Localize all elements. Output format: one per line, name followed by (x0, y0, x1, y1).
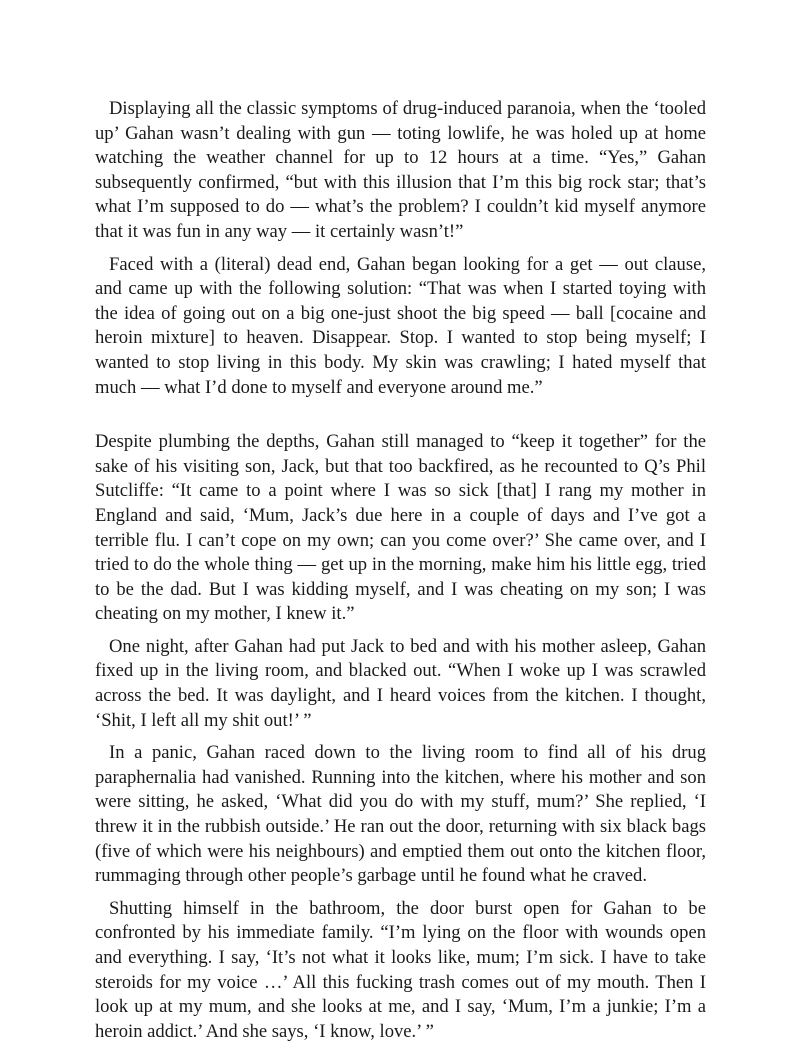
document-page (95, 97, 706, 1052)
paragraph-son-jack: Despite plumbing the depths, Gahan still managed to “keep it together” for the sake of his visiting son, Jack, but that too backfired, as he recounted to Q’s Phil Sutcliffe: “It came to a point where I was so sick [that] I rang my mother in England and said, ‘Mum, Jack’s due here in a couple of days and I’ve got a terrible flu. I can’t cope on my own; can you come over?’ She came over, and I tried to do the whole thing — get up in the morning, make him his little egg, tried to be the dad. But I was kidding myself, and I was cheating on my son; I was cheating on my mother, I knew it.” (95, 431, 706, 625)
paragraph-dead-end: Faced with a (literal) dead end, Gahan began looking for a get — out clause, and came up with the following solution: “That was when I started toying with the idea of going out on a big one-just shoot the big speed — ball [cocaine and heroin mixture] to heaven. Disappear. Stop. I wanted to stop being myself; I wanted to stop living in this body. My skin was crawling; I hated myself that much — what I’d done to myself and everyone around me.” (95, 253, 706, 398)
paragraph-one-night: One night, after Gahan had put Jack to bed and with his mother asleep, Gahan fixed up in the living room, and blacked out. “When I woke up I was scrawled across the bed. It was daylight, and I heard voices from the kitchen. I thought, ‘Shit, I left all my shit out!’ ” (95, 635, 706, 731)
paragraph-panic: In a panic, Gahan raced down to the living room to find all of his drug paraphernalia had vanished. Running into the kitchen, where his mother and son were sitting, he asked, ‘What did you do with my stuff, mum?’ She replied, ‘I threw it in the rubbish outside.’ He ran out the door, returning with six black bags (five of which were his neighbours) and emptied them out onto the kitchen floor, rummaging through other people’s garbage until he found what he craved. (95, 742, 706, 887)
paragraph-paranoia: Displaying all the classic symptoms of drug-induced paranoia, when the ‘tooled up’ Gahan wasn’t dealing with gun — toting lowlife, he was holed up at home watching the weather channel for up to 12 hours at a time. “Yes,” Gahan subsequently confirmed, “but with this illusion that I’m this big rock star; that’s what I’m supposed to do — what’s the problem? I couldn’t kid myself anymore that it was fun in any way — it certainly wasn’t!” (95, 98, 706, 242)
paragraph-bathroom: Shutting himself in the bathroom, the door burst open for Gahan to be confronted by his immediate family. “I’m lying on the floor with wounds open and everything. I say, ‘It’s not what it looks like, mum; I’m sick. I have to take steroids for my voice …’ All this fucking trash comes out of my mouth. Then I look up at my mum, and she looks at me, and I say, ‘Mum, I’m a junkie; I’m a heroin addict.’ And she says, ‘I know, love.’ ” (95, 897, 706, 1042)
